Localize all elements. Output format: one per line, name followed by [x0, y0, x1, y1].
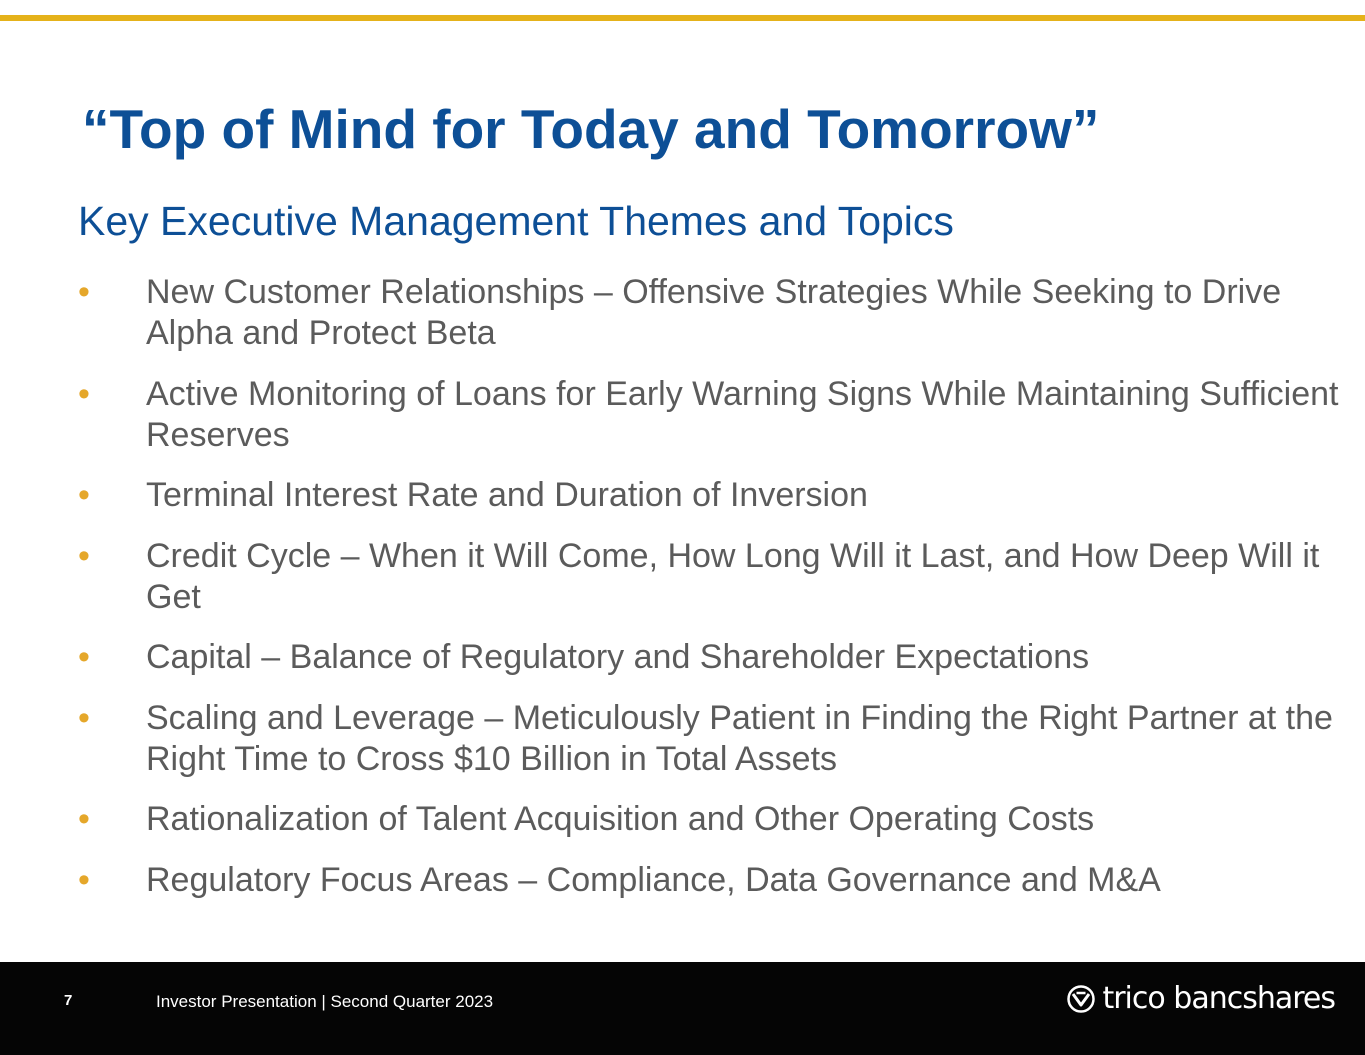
bullet-marker: • — [78, 374, 90, 413]
bullet-text: Rationalization of Talent Acquisition and Other Operating Costs — [146, 800, 1095, 838]
bullet-marker: • — [78, 800, 90, 838]
slide-title: “Top of Mind for Today and Tomorrow” — [82, 98, 1100, 160]
bullet-text: Active Monitoring of Loans for Early Warning Signs While Maintaining Sufficient Reserves — [146, 374, 1339, 454]
bullet-item — [78, 536, 1348, 618]
bullet-text: Credit Cycle – When it Will Come, How Long Will it Last, and How Deep Will it Get — [146, 536, 1320, 616]
bullet-text: Scaling and Leverage – Meticulously Patient in Finding the Right Partner at the Right Time to Cross $10 Billion in Total Assets — [146, 698, 1333, 778]
footer-bar — [0, 962, 1365, 1055]
bullet-marker: • — [78, 273, 90, 311]
bullet-text: Terminal Interest Rate and Duration of Inversion — [146, 476, 868, 514]
bullet-marker: • — [78, 536, 90, 575]
bullet-text: Capital – Balance of Regulatory and Shareholder Expectations — [146, 638, 1090, 676]
bullet-marker: • — [78, 698, 90, 737]
bullet-item — [78, 860, 1348, 901]
top-accent-rule — [0, 15, 1365, 21]
bullet-item — [78, 475, 1348, 516]
bullet-item — [78, 374, 1348, 456]
footer-caption: Investor Presentation | Second Quarter 2023 — [156, 992, 494, 1011]
bullet-marker: • — [78, 638, 90, 676]
bullet-text: Regulatory Focus Areas – Compliance, Data Governance and M&A — [146, 860, 1161, 899]
bullet-item — [78, 799, 1348, 840]
bullet-item — [78, 272, 1348, 354]
bullet-item — [78, 637, 1348, 678]
bullet-text: New Customer Relationships – Offensive Strategies While Seeking to Drive Alpha and Protect Beta — [146, 273, 1282, 352]
bullet-marker: • — [78, 860, 90, 899]
trico-logo-icon — [1067, 985, 1095, 1013]
page-number: 7 — [64, 992, 73, 1009]
bullet-list — [78, 272, 1348, 920]
bullet-marker: • — [78, 476, 90, 514]
bullet-item — [78, 698, 1348, 780]
slide-subtitle: Key Executive Management Themes and Topics — [78, 198, 954, 244]
logo-wordmark: trico bancshares — [1102, 981, 1335, 1016]
company-logo — [1067, 981, 1335, 1017]
